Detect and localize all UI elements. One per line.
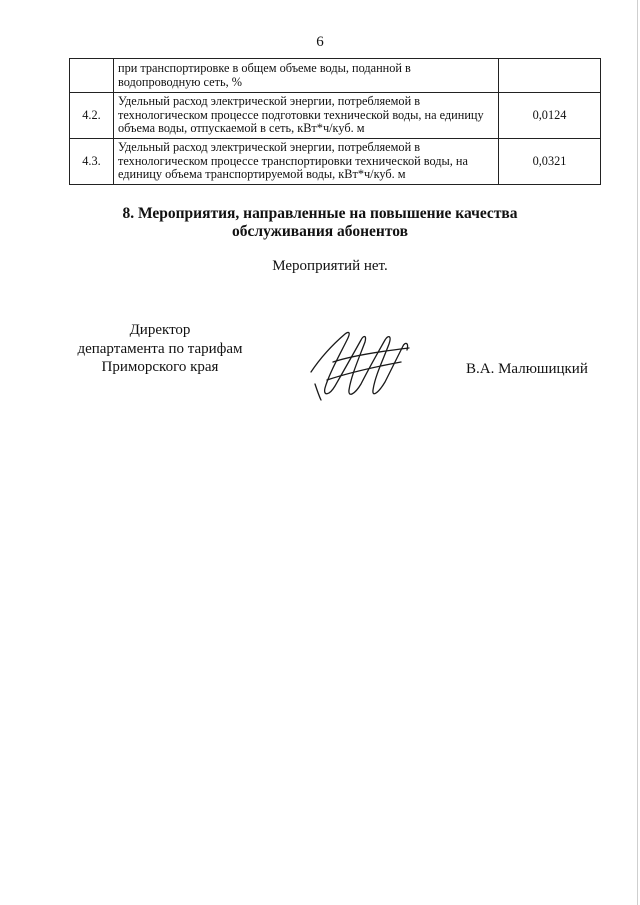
signatory-name: В.А. Малюшицкий xyxy=(466,361,588,377)
indicators-table xyxy=(69,58,601,185)
handwritten-signature xyxy=(305,322,420,402)
section-heading-line: 8. Мероприятия, направленные на повышение качества xyxy=(122,205,518,222)
page-number: 6 xyxy=(316,34,324,50)
signatory-position-line: Приморского края xyxy=(101,359,219,375)
row-number-cell xyxy=(70,59,114,93)
signatory-position-line: департамента по тарифам xyxy=(77,340,243,357)
table-row xyxy=(70,139,601,185)
signatory-position-line: Директор xyxy=(129,322,191,338)
row-value-cell: 0,0124 xyxy=(499,93,601,139)
table-row xyxy=(70,93,601,139)
row-number-cell: 4.3. xyxy=(70,139,114,185)
section-heading xyxy=(100,205,540,241)
scan-edge-line xyxy=(637,0,638,905)
row-description-cell: при транспортировке в общем объеме воды, поданной в водопроводную сеть, % xyxy=(114,59,499,93)
row-value-cell xyxy=(499,59,601,93)
section-heading-line: обслуживания абонентов xyxy=(232,223,408,240)
table-row xyxy=(70,59,601,93)
section-body-text: Мероприятий нет. xyxy=(272,258,388,274)
row-value-cell: 0,0321 xyxy=(499,139,601,185)
signatory-position xyxy=(55,321,265,377)
row-number-cell: 4.2. xyxy=(70,93,114,139)
row-description-cell: Удельный расход электрической энергии, потребляемой в технологическом процессе подготовки технической воды, на единицу объема воды, отпускаемой в сеть, кВт*ч/куб. м xyxy=(114,93,499,139)
row-description-cell: Удельный расход электрической энергии, потребляемой в технологическом процессе транспортировки технической воды, на единицу объема транспортируемой воды, кВт*ч/куб. м xyxy=(114,139,499,185)
